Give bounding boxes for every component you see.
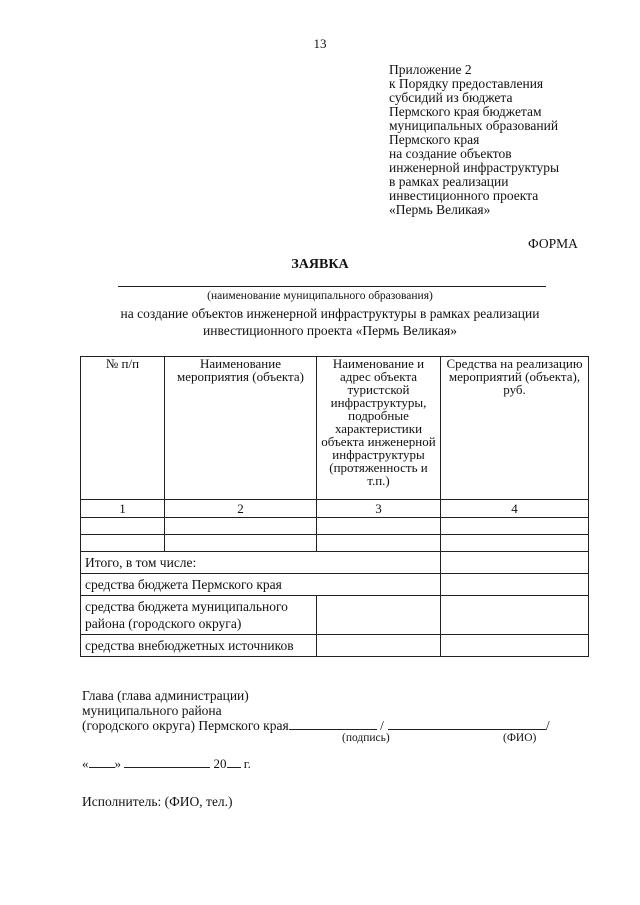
table-cell[interactable] [441,635,589,657]
appendix-line: на создание объектов [389,146,512,161]
table-cell[interactable] [165,535,317,552]
signature-line-1: Глава (глава администрации) [82,688,249,703]
row-label-municipal-budget: средства бюджета муниципального района (городского округа) [81,596,317,635]
table-cell[interactable] [317,518,441,535]
table-cell[interactable] [441,596,589,635]
table-cell[interactable] [81,535,165,552]
appendix-line: в рамках реализации [389,174,509,189]
appendix-line: Приложение 2 [389,62,472,77]
appendix-line: субсидий из бюджета [389,90,513,105]
table-cell[interactable] [317,535,441,552]
page-number: 13 [313,36,327,51]
appendix-block [389,63,629,217]
fio-hint: (ФИО) [503,732,537,744]
appendix-line: инженерной инфраструктуры [389,160,560,175]
table-cell[interactable] [165,518,317,535]
sign-hint: (подпись) [342,732,390,744]
fio-field[interactable] [388,729,546,730]
year-suffix: г. [243,756,251,771]
appendix-line: Пермского края [389,132,480,147]
purpose-text [70,305,590,339]
municipality-hint: (наименование муниципального образования) [207,290,433,302]
appendix-line: «Пермь Великая» [389,202,491,217]
column-numbers-row [81,500,589,518]
signature-line-2: муниципального района [82,703,222,718]
header-cell-object: Наименование и адрес объекта туристской инфраструктуры, подробные характеристики объекта инженерной инфраструктуры (протяженность и т.п.) [317,357,441,500]
table-row [81,535,589,552]
date-line [82,756,251,772]
date-open-quote: « [82,756,89,771]
form-label: ФОРМА [528,236,578,251]
appendix-line: Пермского края бюджетам [389,104,542,119]
table-cell[interactable] [317,635,441,657]
purpose-line: на создание объектов инженерной инфраструктуры в рамках реализации [120,306,540,321]
application-table [80,356,589,657]
total-row [81,552,589,574]
day-field[interactable] [89,767,115,768]
appendix-line: к Порядку предоставления [389,76,544,91]
table-cell[interactable] [81,518,165,535]
column-number: 1 [81,500,165,518]
table-header-row [81,357,589,500]
table-cell[interactable] [441,535,589,552]
month-field[interactable] [124,767,210,768]
row-label-regional-budget: средства бюджета Пермского края [81,574,441,596]
date-close-quote: » [114,756,121,771]
signature-field[interactable] [289,729,377,730]
document-title: ЗАЯВКА [291,257,349,272]
column-number: 4 [441,500,589,518]
signature-line-3: (городского округа) Пермского края [82,718,289,733]
executor-line: Исполнитель: (ФИО, тел.) [82,794,233,809]
column-number: 2 [165,500,317,518]
appendix-line: инвестиционного проекта [389,188,539,203]
total-label: Итого, в том числе: [81,552,441,574]
purpose-line: инвестиционного проекта «Пермь Великая» [203,323,457,338]
table-cell[interactable] [441,574,589,596]
column-number: 3 [317,500,441,518]
table-row [81,574,589,596]
municipality-blank-line [118,286,546,287]
table-row [81,635,589,657]
table-row [81,596,589,635]
year-field[interactable] [227,767,241,768]
header-cell-event: Наименование мероприятия (объекта) [165,357,317,500]
table-cell[interactable] [441,518,589,535]
signature-block [82,688,612,733]
table-cell[interactable] [317,596,441,635]
signature-line-3-wrap: (городского округа) Пермского края / / [82,718,550,733]
year-prefix: 20 [213,756,227,771]
header-cell-number: № п/п [81,357,165,500]
header-cell-funds: Средства на реализацию мероприятий (объекта), руб. [441,357,589,500]
appendix-line: муниципальных образований [389,118,559,133]
row-label-extrabudgetary: средства внебюджетных источников [81,635,317,657]
table-cell[interactable] [441,552,589,574]
table-row [81,518,589,535]
